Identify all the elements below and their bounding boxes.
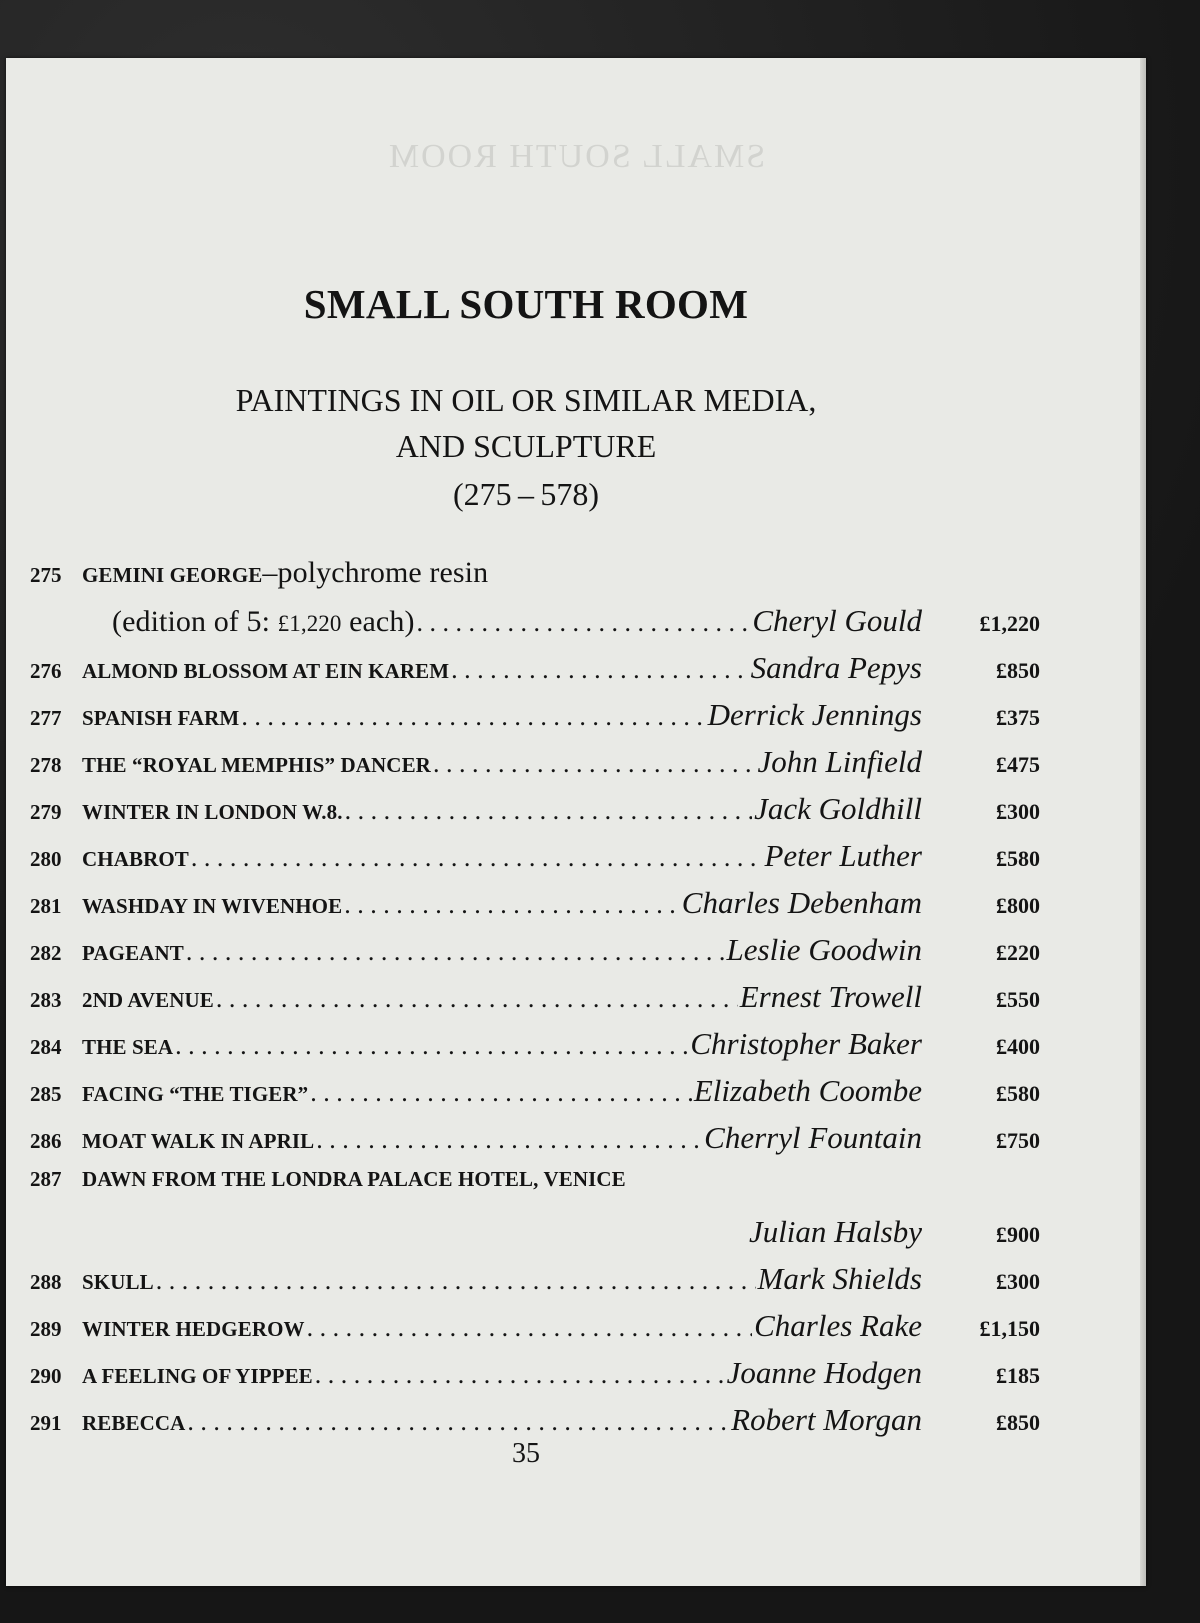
entry-artist: John Linfield [757, 744, 922, 779]
entry-title: DAWN FROM THE LONDRA PALACE HOTEL, VENICE [82, 1167, 626, 1191]
catalogue-entry [30, 1073, 1040, 1120]
dot-leader [345, 796, 753, 826]
entry-title: SPANISH FARM [82, 706, 240, 730]
entry-artist: Derrick Jennings [707, 697, 922, 732]
entry-artist: Robert Morgan [731, 1402, 922, 1437]
entry-number: 287 [30, 1167, 62, 1191]
entry-price: £580 [996, 1081, 1040, 1106]
entry-number: 276 [30, 659, 62, 683]
entry-price: £800 [996, 893, 1040, 918]
dot-leader [216, 984, 738, 1014]
entry-artist: Cherryl Fountain [704, 1120, 922, 1155]
page-title: SMALL SOUTH ROOM [303, 281, 749, 327]
entry-number: 291 [30, 1411, 62, 1435]
entry-title: CHABROT [82, 847, 189, 871]
catalogue-entry-continuation [30, 1214, 1040, 1261]
entry-artist: Julian Halsby [748, 1214, 922, 1249]
entry-artist: Charles Debenham [681, 885, 922, 920]
entry-number: 278 [30, 753, 62, 777]
entry-artist: Christopher Baker [690, 1026, 922, 1061]
edition-price: £1,220 [277, 611, 342, 636]
entry-number: 289 [30, 1317, 62, 1341]
catalogue-entry [30, 791, 1040, 838]
entry-price: £300 [996, 799, 1040, 824]
entry-number: 275 [30, 563, 62, 587]
entry-title: A FEELING OF YIPPEE [82, 1364, 313, 1388]
entry-artist: Elizabeth Coombe [693, 1073, 922, 1108]
show-through-title: SMALL SOUTH ROOM [386, 138, 766, 175]
catalogue-page [6, 58, 1146, 1586]
dot-leader [433, 749, 756, 779]
dot-leader [241, 702, 705, 732]
catalogue-entry [30, 1261, 1040, 1308]
entry-price: £1,150 [979, 1316, 1040, 1341]
page-number: 35 [512, 1438, 540, 1469]
catalogue-entry [30, 1120, 1040, 1167]
dot-leader [186, 937, 725, 967]
entry-price: £580 [996, 846, 1040, 871]
entry-number: 286 [30, 1129, 62, 1153]
catalogue-entry [30, 885, 1040, 932]
entry-title: WINTER HEDGEROW [82, 1317, 305, 1341]
entry-price: £1,220 [979, 611, 1040, 636]
dot-leader [191, 843, 763, 873]
catalogue-entry-continuation [30, 603, 1040, 650]
entry-price: £900 [996, 1222, 1040, 1247]
entry-edition-note [112, 605, 415, 639]
dot-leader [187, 1407, 729, 1437]
entry-artist: Joanne Hodgen [726, 1355, 922, 1390]
dot-leader [310, 1078, 692, 1108]
entry-number: 285 [30, 1082, 62, 1106]
catalogue-entry [30, 697, 1040, 744]
dot-leader [175, 1031, 688, 1061]
edition-prefix: (edition of 5: [112, 605, 278, 638]
entry-number: 277 [30, 706, 62, 730]
entry-title: ALMOND BLOSSOM AT EIN KAREM [82, 659, 450, 683]
entry-number: 279 [30, 800, 62, 824]
dot-leader [417, 608, 751, 638]
entry-price: £850 [996, 658, 1040, 683]
entry-title: THE “ROYAL MEMPHIS” DANCER [82, 753, 431, 777]
dot-leader [316, 1125, 702, 1155]
entry-number: 284 [30, 1035, 62, 1059]
entry-artist: Leslie Goodwin [726, 932, 922, 967]
entry-title [82, 556, 488, 590]
catalogue-entry [30, 979, 1040, 1026]
entry-number: 283 [30, 988, 62, 1012]
catalogue-entry [30, 838, 1040, 885]
catalogue-entry [30, 1167, 1040, 1214]
entry-title: MOAT WALK IN APRIL [82, 1129, 315, 1153]
entry-price: £750 [996, 1128, 1040, 1153]
dot-leader [156, 1266, 756, 1296]
entry-price: £475 [996, 752, 1040, 777]
entry-title-text: GEMINI GEORGE [82, 563, 263, 587]
entry-number: 281 [30, 894, 62, 918]
catalogue-entry [30, 556, 1040, 603]
entry-title: FACING “THE TIGER” [82, 1082, 309, 1106]
dot-leader [315, 1360, 725, 1390]
entry-title: 2ND AVENUE [82, 988, 214, 1012]
dot-leader [307, 1313, 752, 1343]
dot-leader [344, 890, 680, 920]
document-body [6, 58, 1146, 1586]
catalogue-entries [30, 556, 1040, 1449]
entry-number: 288 [30, 1270, 62, 1294]
entry-artist: Sandra Pepys [750, 650, 922, 685]
edition-suffix: each) [341, 605, 415, 638]
entry-price: £220 [996, 940, 1040, 965]
catalogue-entry [30, 1355, 1040, 1402]
entry-title: THE SEA [82, 1035, 174, 1059]
entry-title: REBECCA [82, 1411, 186, 1435]
entry-price: £850 [996, 1410, 1040, 1435]
catalogue-entry [30, 744, 1040, 791]
entry-price: £375 [996, 705, 1040, 730]
catalogue-entry [30, 650, 1040, 697]
catalogue-entry [30, 932, 1040, 979]
entry-artist: Charles Rake [754, 1308, 922, 1343]
dot-leader [451, 655, 749, 685]
catalogue-range: (275 – 578) [452, 476, 600, 512]
entry-number: 290 [30, 1364, 62, 1388]
entry-title: WASHDAY IN WIVENHOE [82, 894, 343, 918]
section-subtitle-line1: PAINTINGS IN OIL OR SIMILAR MEDIA, [235, 382, 817, 418]
catalogue-entry [30, 1308, 1040, 1355]
entry-price: £300 [996, 1269, 1040, 1294]
entry-artist: Peter Luther [764, 838, 922, 873]
entry-medium: –polychrome resin [262, 556, 489, 589]
catalogue-entry [30, 1026, 1040, 1073]
entry-number: 280 [30, 847, 62, 871]
entry-price: £185 [996, 1363, 1040, 1388]
entry-title: SKULL [82, 1270, 154, 1294]
entry-artist: Mark Shields [757, 1261, 922, 1296]
entry-artist: Cheryl Gould [752, 603, 922, 638]
entry-artist: Ernest Trowell [739, 979, 922, 1014]
entry-price: £550 [996, 987, 1040, 1012]
entry-artist: Jack Goldhill [754, 791, 922, 826]
entry-number: 282 [30, 941, 62, 965]
section-subtitle-line2: AND SCULPTURE [395, 428, 657, 464]
entry-price: £400 [996, 1034, 1040, 1059]
entry-title: PAGEANT [82, 941, 184, 965]
entry-title: WINTER IN LONDON W.8. [82, 800, 343, 824]
